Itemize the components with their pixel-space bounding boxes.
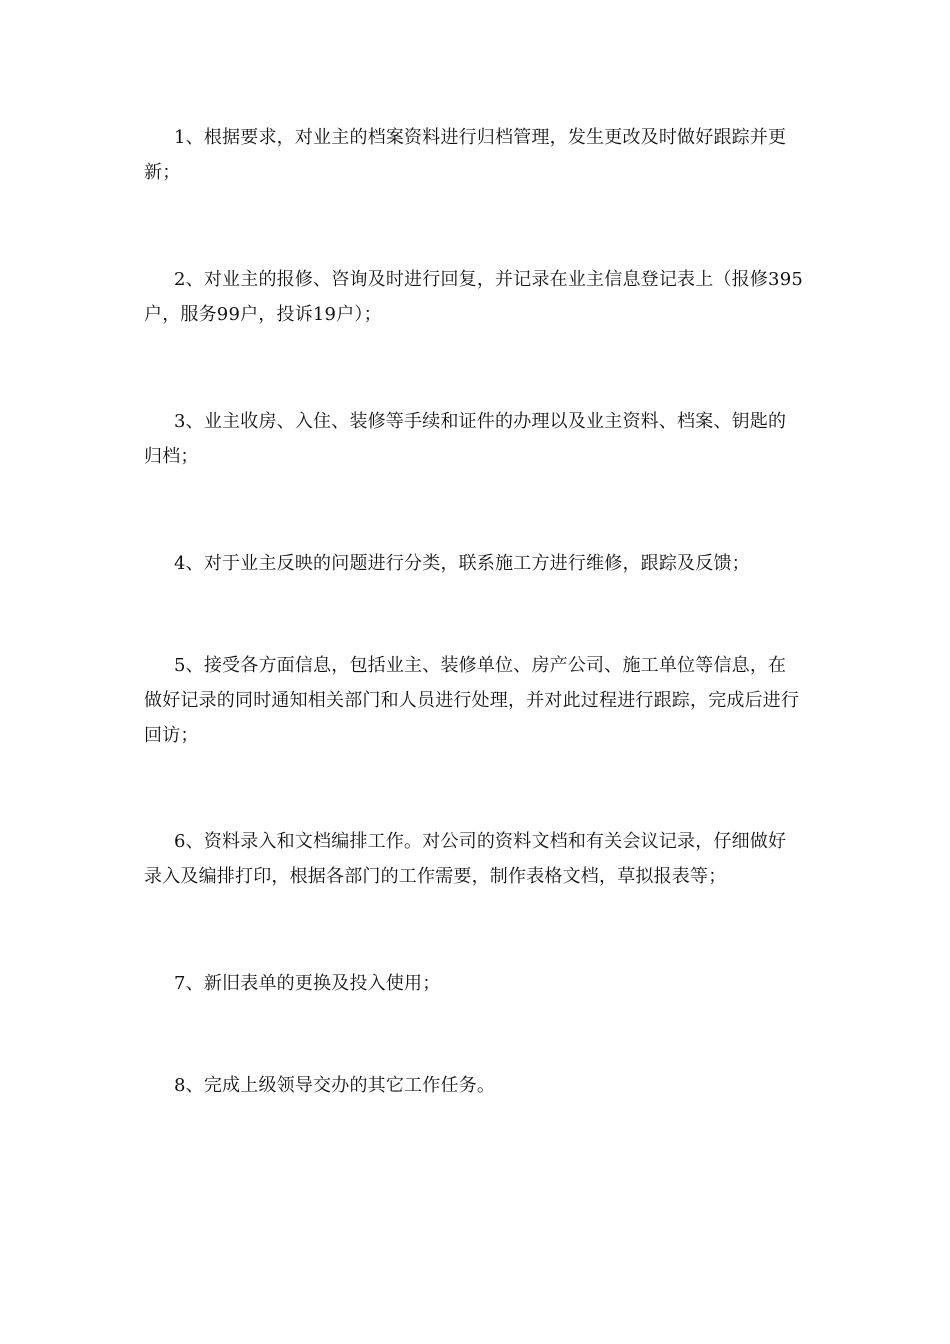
list-item-4: 4、对于业主反映的问题进行分类，联系施工方进行维修，跟踪及反馈； bbox=[174, 553, 750, 574]
list-item-2: 2、对业主的报修、咨询及时进行回复，并记录在业主信息登记表上（报修395户，服务99户，投诉19户）； bbox=[144, 269, 804, 325]
list-item-5: 5、接受各方面信息，包括业主、装修单位、房产公司、施工单位等信息，在做好记录的同时通知相关部门和人员进行处理，并对此过程进行跟踪，完成后进行回访； bbox=[144, 655, 800, 746]
list-item-8: 8、完成上级领导交办的其它工作任务。 bbox=[174, 1075, 496, 1096]
list-item-6: 6、资料录入和文档编排工作。对公司的资料文档和有关会议记录，仔细做好录入及编排打印，根据各部门的工作需要，制作表格文档，草拟报表等； bbox=[144, 831, 787, 887]
list-item-7: 7、新旧表单的更换及投入使用； bbox=[174, 973, 441, 994]
list-item-1: 1、根据要求，对业主的档案资料进行归档管理，发生更改及时做好跟踪并更新； bbox=[144, 127, 787, 183]
list-item-3: 3、业主收房、入住、装修等手续和证件的办理以及业主资料、档案、钥匙的归档； bbox=[144, 411, 787, 467]
